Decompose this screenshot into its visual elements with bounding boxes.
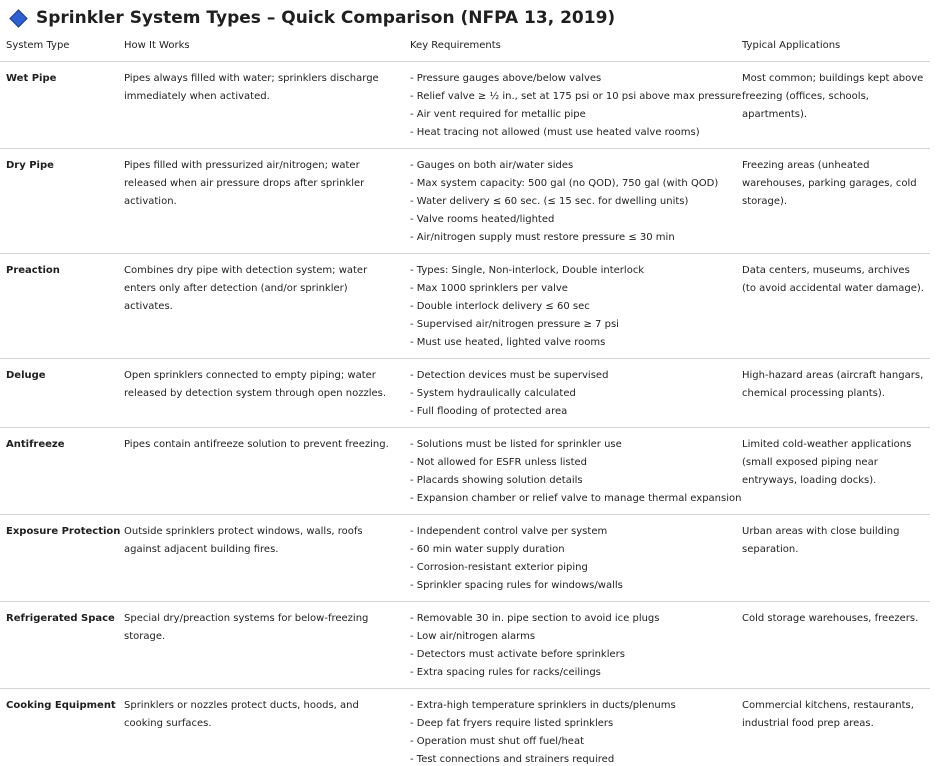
requirement-item: - Max 1000 sprinklers per valve (410, 283, 568, 294)
how-it-works-cell: Special dry/preaction systems for below-freezing storage. (118, 602, 404, 689)
requirement-item: - Double interlock delivery ≤ 60 sec (410, 301, 590, 312)
system-type-cell: Refrigerated Space (0, 602, 118, 689)
how-it-works-cell: Open sprinklers connected to empty piping; water released by detection system through open nozzles. (118, 359, 404, 428)
applications-cell: Urban areas with close building separation. (736, 515, 930, 602)
requirement-item: - Detection devices must be supervised (410, 370, 609, 381)
header-how-it-works: How It Works (118, 34, 404, 62)
requirement-item: - Heat tracing not allowed (must use heated valve rooms) (410, 127, 700, 138)
table-row (0, 62, 930, 149)
blue-diamond-icon (9, 9, 27, 27)
requirements-cell (404, 515, 736, 602)
header-typical-applications: Typical Applications (736, 34, 930, 62)
requirements-cell (404, 149, 736, 254)
requirement-item: - Deep fat fryers require listed sprinklers (410, 718, 614, 729)
requirement-item: - Low air/nitrogen alarms (410, 631, 536, 642)
requirement-item: - Operation must shut off fuel/heat (410, 736, 584, 747)
requirements-cell (404, 689, 736, 766)
requirement-item: - Detectors must activate before sprinklers (410, 649, 625, 660)
requirement-item: - Relief valve ≥ ½ in., set at 175 psi or 10 psi above max pressure (410, 91, 742, 102)
page-title: Sprinkler System Types – Quick Comparison (NFPA 13, 2019) (36, 8, 616, 28)
system-type-cell: Dry Pipe (0, 149, 118, 254)
table-row (0, 254, 930, 359)
table-row (0, 428, 930, 515)
applications-cell: Most common; buildings kept above freezing (offices, schools, apartments). (736, 62, 930, 149)
requirement-item: - Independent control valve per system (410, 526, 608, 537)
header-key-requirements: Key Requirements (404, 34, 736, 62)
requirements-cell (404, 428, 742, 515)
requirement-item: - Test connections and strainers required (410, 754, 615, 765)
requirement-item: - Gauges on both air/water sides (410, 160, 574, 171)
table-row (0, 602, 930, 689)
table-row (0, 515, 930, 602)
requirement-item: - Corrosion-resistant exterior piping (410, 562, 588, 573)
requirement-item: - Pressure gauges above/below valves (410, 73, 602, 84)
requirements-cell (404, 602, 736, 689)
table-row (0, 359, 930, 428)
applications-cell: High-hazard areas (aircraft hangars, chemical processing plants). (736, 359, 930, 428)
comparison-table (0, 34, 930, 766)
header-row (0, 34, 930, 62)
requirement-item: - Placards showing solution details (410, 475, 583, 486)
system-type-cell: Exposure Protection (0, 515, 118, 602)
requirement-item: - Extra spacing rules for racks/ceilings (410, 667, 601, 678)
requirements-cell (404, 62, 742, 149)
table-row (0, 149, 930, 254)
requirement-item: - Water delivery ≤ 60 sec. (≤ 15 sec. for dwelling units) (410, 196, 689, 207)
requirement-item: - Extra-high temperature sprinklers in ducts/plenums (410, 700, 676, 711)
how-it-works-cell: Sprinklers or nozzles protect ducts, hoods, and cooking surfaces. (124, 700, 359, 729)
requirements-cell (404, 254, 736, 359)
system-type-cell: Deluge (0, 359, 118, 428)
how-it-works-cell: Pipes always filled with water; sprinklers discharge immediately when activated. (118, 62, 404, 149)
applications-cell: Limited cold-weather applications (small exposed piping near entryways, loading docks). (736, 428, 930, 515)
applications-cell: Cold storage warehouses, freezers. (736, 602, 930, 689)
how-it-works-cell: Combines dry pipe with detection system; water enters only after detection (and/or sprinkler) activates. (118, 254, 404, 359)
requirement-item: - Air/nitrogen supply must restore pressure ≤ 30 min (410, 232, 675, 243)
requirement-item: - 60 min water supply duration (410, 544, 565, 555)
requirement-item: - Air vent required for metallic pipe (410, 109, 586, 120)
how-it-works-cell: Pipes contain antifreeze solution to prevent freezing. (118, 428, 404, 515)
requirement-item: - Full flooding of protected area (410, 406, 568, 417)
system-type-cell: Cooking Equipment (6, 700, 116, 711)
requirement-item: - System hydraulically calculated (410, 388, 576, 399)
requirement-item: - Solutions must be listed for sprinkler use (410, 439, 622, 450)
requirement-item: - Supervised air/nitrogen pressure ≥ 7 psi (410, 319, 619, 330)
requirement-item: - Valve rooms heated/lighted (410, 214, 555, 225)
applications-cell: Data centers, museums, archives (to avoid accidental water damage). (736, 254, 930, 359)
system-type-cell: Antifreeze (0, 428, 118, 515)
system-type-cell: Preaction (0, 254, 118, 359)
how-it-works-cell: Pipes filled with pressurized air/nitrogen; water released when air pressure drops after sprinkler activation. (118, 149, 404, 254)
applications-cell: Freezing areas (unheated warehouses, parking garages, cold storage). (736, 149, 930, 254)
requirement-item: - Types: Single, Non-interlock, Double interlock (410, 265, 645, 276)
header-system-type: System Type (0, 34, 118, 62)
requirements-cell (404, 359, 736, 428)
requirement-item: - Sprinkler spacing rules for windows/walls (410, 580, 623, 591)
requirement-item: - Removable 30 in. pipe section to avoid ice plugs (410, 613, 660, 624)
table-row (0, 689, 930, 766)
applications-cell: Commercial kitchens, restaurants, industrial food prep areas. (742, 700, 914, 729)
how-it-works-cell: Outside sprinklers protect windows, walls, roofs against adjacent building fires. (118, 515, 404, 602)
requirement-item: - Expansion chamber or relief valve to manage thermal expansion (410, 493, 742, 504)
requirement-item: - Must use heated, lighted valve rooms (410, 337, 606, 348)
title-row (8, 6, 615, 30)
system-type-cell: Wet Pipe (0, 62, 118, 149)
requirement-item: - Max system capacity: 500 gal (no QOD), 750 gal (with QOD) (410, 178, 719, 189)
requirement-item: - Not allowed for ESFR unless listed (410, 457, 588, 468)
